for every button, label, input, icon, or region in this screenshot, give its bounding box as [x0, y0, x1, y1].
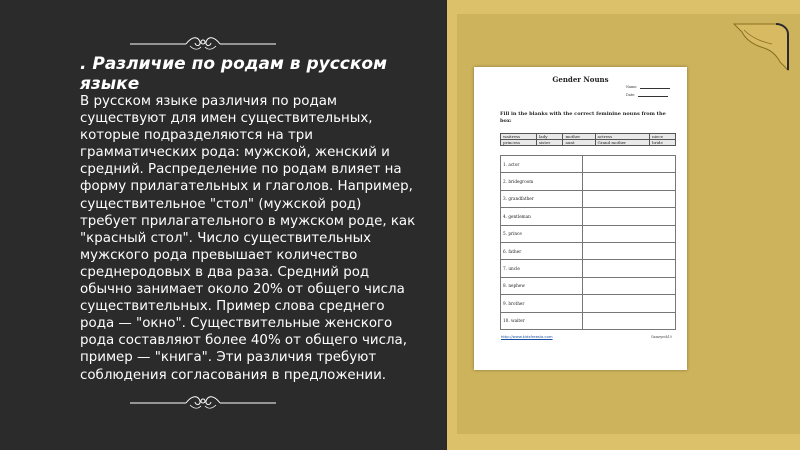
exercise-row: [501, 173, 676, 190]
exercise-row: [501, 312, 676, 329]
worksheet-date-field: [626, 93, 668, 97]
answer-blank: [583, 260, 676, 277]
exercise-item: 5. prince: [501, 225, 583, 242]
exercise-item: 6. father: [501, 242, 583, 259]
exercise-item: 2. bridegroom: [501, 173, 583, 190]
worksheet-name-label: Name:: [626, 85, 638, 89]
exercise-table: [500, 155, 676, 330]
divider-ornament-bottom: [128, 393, 278, 413]
exercise-item: 7. uncle: [501, 260, 583, 277]
word-bank-cell: lady: [536, 134, 563, 140]
exercise-item: 1. actor: [501, 156, 583, 173]
exercise-row: [501, 295, 676, 312]
word-bank-cell: princess: [501, 140, 537, 146]
word-bank-cell: sister: [536, 140, 563, 146]
answer-blank: [583, 312, 676, 329]
worksheet-image: [474, 67, 687, 370]
worksheet-name-field: [626, 85, 670, 89]
answer-blank: [583, 225, 676, 242]
answer-blank: [583, 277, 676, 294]
exercise-item: 10. waiter: [501, 312, 583, 329]
answer-blank: [583, 242, 676, 259]
answer-blank: [583, 173, 676, 190]
exercise-row: [501, 156, 676, 173]
exercise-item: 4. gentleman: [501, 208, 583, 225]
worksheet-date-label: Date:: [626, 93, 636, 97]
answer-blank: [583, 190, 676, 207]
word-bank-cell: aunt: [563, 140, 595, 146]
worksheet-footer-link[interactable]: http://www.kidsfreeslo.com: [501, 334, 553, 339]
corner-flourish-icon: [730, 20, 792, 74]
answer-blank: [583, 208, 676, 225]
exercise-item: 9. brother: [501, 295, 583, 312]
word-bank-cell: bride: [650, 140, 676, 146]
worksheet-instructions: Fill in the blanks with the correct feminine nouns from the box:: [500, 111, 666, 124]
exercise-row: [501, 208, 676, 225]
slide-title: . Различие по родам в русском языке: [80, 54, 387, 94]
word-bank-cell: niece: [650, 134, 676, 140]
word-bank-cell: Grand mother: [595, 140, 650, 146]
answer-blank: [583, 295, 676, 312]
exercise-row: [501, 260, 676, 277]
word-bank-cell: actress: [595, 134, 650, 140]
exercise-row: [501, 190, 676, 207]
exercise-row: [501, 242, 676, 259]
exercise-item: 3. grandfather: [501, 190, 583, 207]
word-bank-cell: waitress: [501, 134, 537, 140]
exercise-row: [501, 225, 676, 242]
slide-body-text: В русском языке различия по родам существуют для имен существительных, которые подразделяются на три грамматических рода: мужской, женский и средний. Распределение по родам влияет на форму прилагательных и глаголов. Например, существительное "стол" (мужской род) требует прилагательного в мужском роде, как "красный стол". Число существительных мужского рода превышает количество среднеродовых в два раза. Средний род обычно занимает около 20% от общего числа существительных. Пример слова среднего рода — "окно". Существительные женского рода составляют более 40% от общего числа, пример — "книга". Эти различия требуют соблюдения согласования в предложении.: [80, 94, 416, 383]
divider-ornament-top: [128, 32, 278, 52]
word-bank-row: [501, 140, 676, 146]
word-bank-cell: mother: [563, 134, 595, 140]
worksheet-title: Gender Nouns: [552, 75, 609, 84]
answer-blank: [583, 156, 676, 173]
word-bank-table: [500, 133, 676, 146]
exercise-row: [501, 277, 676, 294]
worksheet-footer-credit: Gameyesh10: [651, 335, 672, 339]
exercise-item: 8. nephew: [501, 277, 583, 294]
